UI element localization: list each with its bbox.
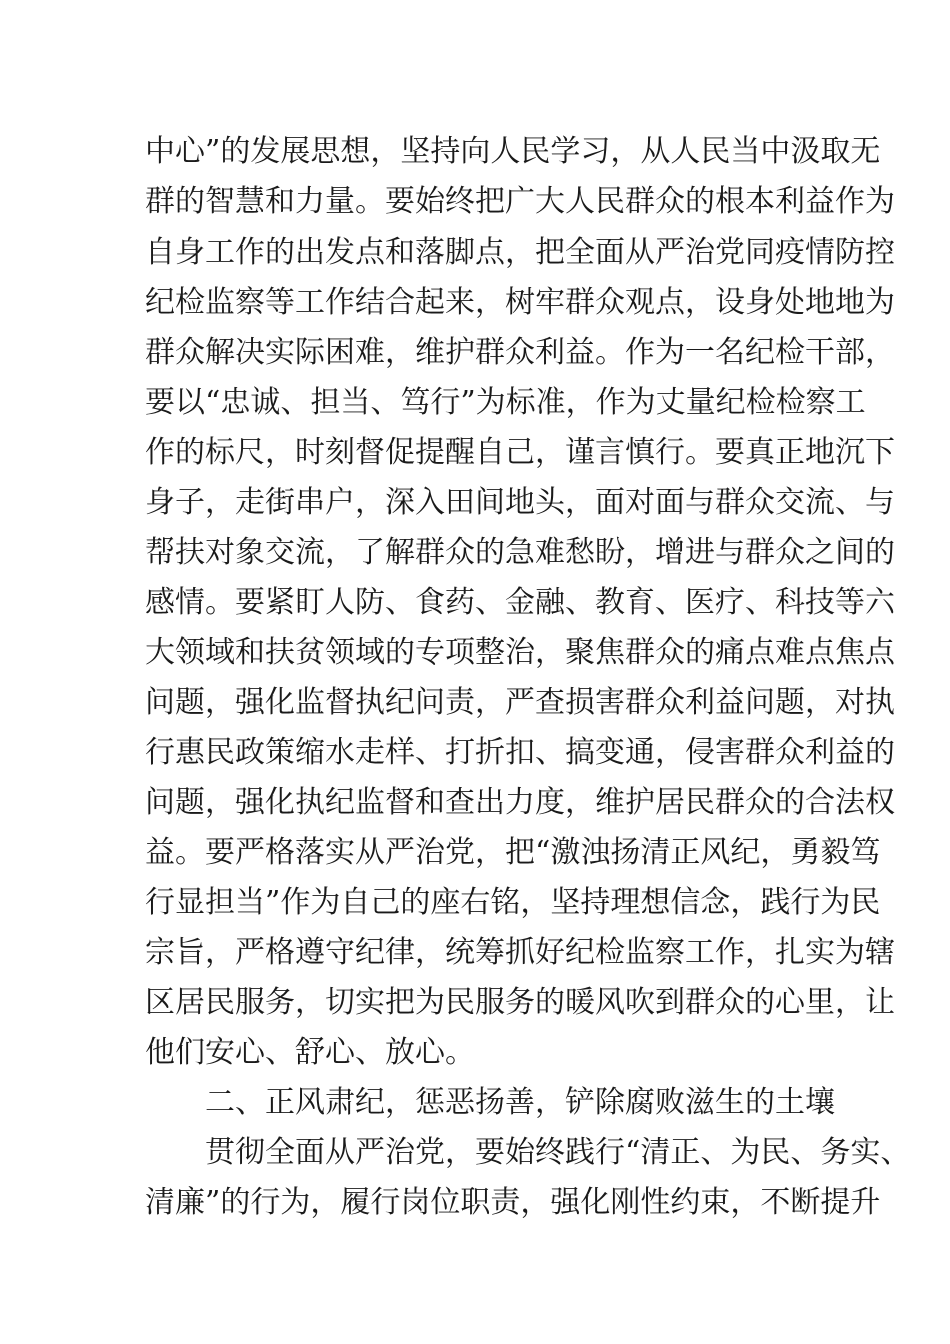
paragraph-line: 帮扶对象交流，了解群众的急难愁盼，增进与群众之间的	[145, 535, 895, 570]
paragraph-line: 宗旨，严格遵守纪律，统筹抓好纪检监察工作，扎实为辖	[145, 935, 895, 970]
paragraph-line: 感情。要紧盯人防、食药、金融、教育、医疗、科技等六	[145, 585, 895, 620]
paragraph-line: 群众解决实际困难，维护群众利益。作为一名纪检干部，	[145, 335, 895, 370]
paragraph-line: 问题，强化监督执纪问责，严查损害群众利益问题，对执	[145, 685, 895, 720]
paragraph-line: 中心”的发展思想，坚持向人民学习，从人民当中汲取无	[145, 134, 881, 169]
paragraph-line: 群的智慧和力量。要始终把广大人民群众的根本利益作为	[145, 184, 895, 219]
paragraph-line: 行惠民政策缩水走样、打折扣、搞变通，侵害群众利益的	[145, 735, 895, 770]
paragraph-line: 益。要严格落实从严治党，把“激浊扬清正风纪，勇毅笃	[145, 835, 881, 870]
paragraph-line: 要以“忠诚、担当、笃行”为标准，作为丈量纪检检察工	[145, 385, 866, 420]
paragraph-line: 作的标尺，时刻督促提醒自己，谨言慎行。要真正地沉下	[145, 435, 895, 470]
paragraph-line: 清廉”的行为，履行岗位职责，强化刚性约束，不断提升	[145, 1185, 881, 1220]
paragraph-line: 大领域和扶贫领域的专项整治，聚焦群众的痛点难点焦点	[145, 635, 895, 670]
paragraph-line: 纪检监察等工作结合起来，树牢群众观点，设身处地地为	[145, 285, 895, 320]
section-heading: 二、正风肃纪，惩恶扬善，铲除腐败滋生的土壤	[205, 1085, 835, 1120]
paragraph-line: 区居民服务，切实把为民服务的暖风吹到群众的心里，让	[145, 985, 895, 1020]
paragraph-line: 他们安心、舒心、放心。	[145, 1035, 475, 1070]
paragraph-line: 贯彻全面从严治党，要始终践行“清正、为民、务实、	[205, 1135, 911, 1170]
paragraph-line: 自身工作的出发点和落脚点，把全面从严治党同疫情防控	[145, 235, 895, 270]
paragraph-line: 身子，走街串户，深入田间地头，面对面与群众交流、与	[145, 485, 895, 520]
paragraph-line: 行显担当”作为自己的座右铭，坚持理想信念，践行为民	[145, 885, 881, 920]
paragraph-line: 问题，强化执纪监督和查出力度，维护居民群众的合法权	[145, 785, 895, 820]
